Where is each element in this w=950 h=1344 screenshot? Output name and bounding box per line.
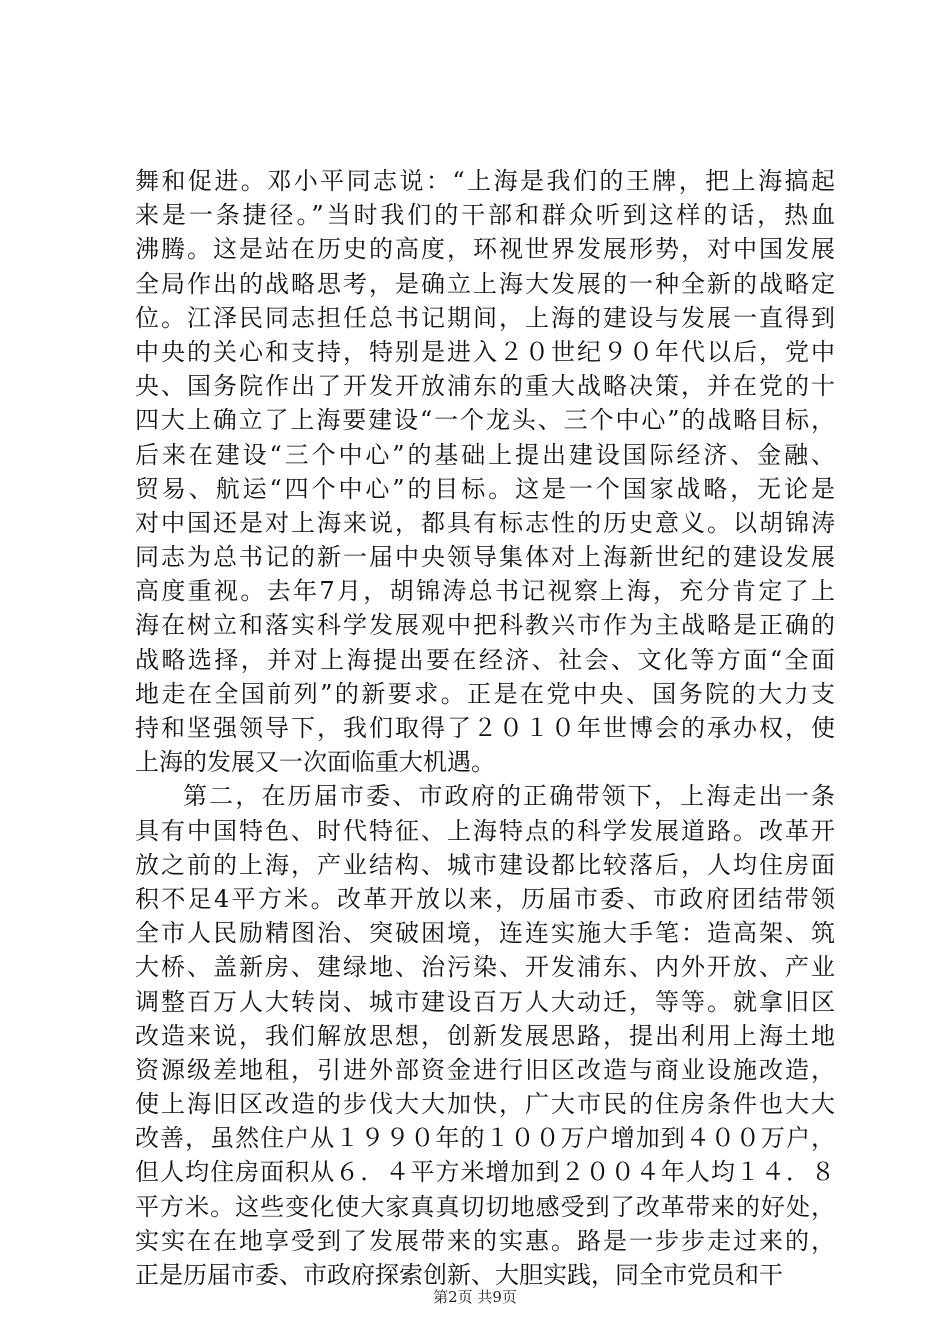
body-text — [135, 164, 835, 1292]
text-line: 对中国还是对上海来说，都具有标志性的历史意义。以胡锦涛 — [135, 508, 835, 537]
paragraph — [135, 779, 835, 1292]
text-line: 大桥、盖新房、建绿地、治污染、开发浦东、内外开放、产业 — [135, 953, 835, 982]
text-line: 调整百万人大转岗、城市建设百万人大动迁，等等。就拿旧区 — [135, 987, 835, 1016]
text-line: 位。江泽民同志担任总书记期间，上海的建设与发展一直得到 — [135, 303, 835, 332]
text-line: 舞和促进。邓小平同志说：“上海是我们的王牌，把上海搞起 — [135, 167, 835, 195]
text-line: 平方米。这些变化使大家真真切切地感受到了改革带来的好处， — [135, 1192, 835, 1221]
text-line: 贸易、航运“四个中心”的目标。这是一个国家战略，无论是 — [135, 474, 835, 503]
text-line: 改善，虽然住户从１９９０年的１００万户增加到４００万户， — [135, 1124, 835, 1153]
text-line: 海在树立和落实科学发展观中把科教兴市作为主战略是正确的 — [135, 611, 835, 640]
text-line: 持和坚强领导下，我们取得了２０１０年世博会的承办权，使 — [135, 714, 835, 742]
text-line: 来是一条捷径。”当时我们的干部和群众听到这样的话，热血 — [135, 201, 835, 230]
text-line: 央、国务院作出了开发开放浦东的重大战略决策，并在党的十 — [135, 372, 835, 401]
text-line: 正是历届市委、市政府探索创新、大胆实践，同全市党员和干 — [135, 1261, 783, 1289]
text-line: 第二，在历届市委、市政府的正确带领下，上海走出一条 — [183, 782, 835, 811]
page-footer: 第2页 共9页 — [433, 1288, 517, 1306]
text-line: 但人均住房面积从６．４平方米增加到２００４年人均１４．８ — [135, 1158, 835, 1187]
text-line: 使上海旧区改造的步伐大大加快，广大市民的住房条件也大大 — [135, 1090, 835, 1119]
text-line: 放之前的上海，产业结构、城市建设都比较落后，人均住房面 — [135, 850, 835, 879]
text-line: 沸腾。这是站在历史的高度，环视世界发展形势，对中国发展 — [135, 235, 835, 264]
text-line: 全市人民励精图治、突破困境，连连实施大手笔：造高架、筑 — [135, 919, 835, 948]
text-line: 改造来说，我们解放思想，创新发展思路，提出利用上海土地 — [135, 1021, 835, 1050]
text-line: 积不足4平方米。改革开放以来，历届市委、市政府团结带领 — [135, 884, 835, 913]
text-line: 具有中国特色、时代特征、上海特点的科学发展道路。改革开 — [135, 816, 835, 845]
text-line: 同志为总书记的新一届中央领导集体对上海新世纪的建设发展 — [135, 543, 835, 572]
text-line: 地走在全国前列”的新要求。正是在党中央、国务院的大力支 — [135, 679, 835, 708]
text-line: 后来在建设“三个中心”的基础上提出建设国际经济、金融、 — [135, 440, 835, 469]
text-line: 高度重视。去年7月，胡锦涛总书记视察上海，充分肯定了上 — [135, 577, 835, 606]
text-line: 中央的关心和支持，特别是进入２０世纪９０年代以后，党中 — [135, 337, 835, 366]
text-line: 战略选择，并对上海提出要在经济、社会、文化等方面“全面 — [135, 645, 835, 674]
text-line: 四大上确立了上海要建设“一个龙头、三个中心”的战略目标， — [135, 406, 835, 435]
text-line: 全局作出的战略思考，是确立上海大发展的一种全新的战略定 — [135, 269, 835, 298]
text-line: 上海的发展又一次面临重大机遇。 — [135, 748, 495, 777]
text-line: 实实在在地享受到了发展带来的实惠。路是一步步走过来的， — [135, 1226, 835, 1255]
text-line: 资源级差地租，引进外部资金进行旧区改造与商业设施改造， — [135, 1055, 835, 1084]
paragraph — [135, 164, 835, 779]
